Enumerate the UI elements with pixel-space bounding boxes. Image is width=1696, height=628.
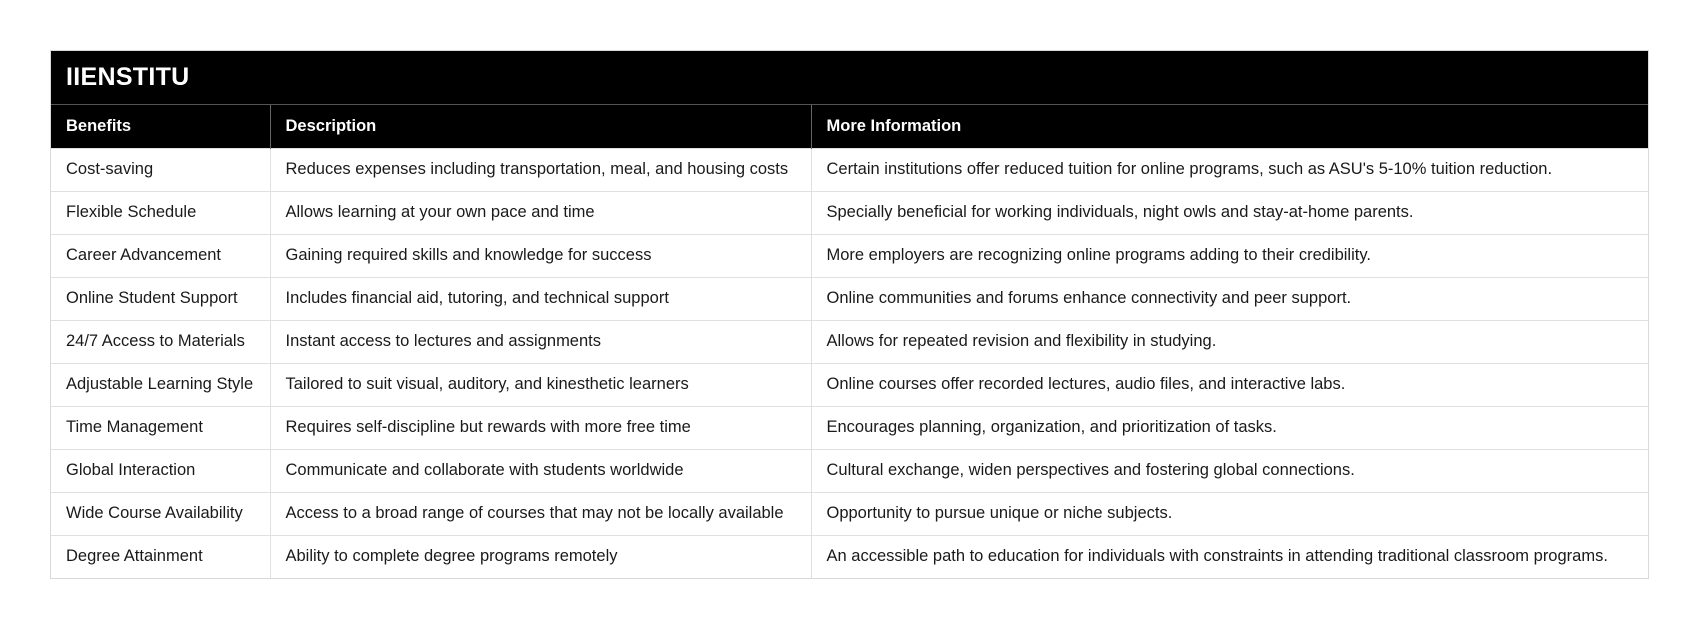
description-cell: Ability to complete degree programs remotely: [270, 535, 811, 578]
benefit-cell: 24/7 Access to Materials: [51, 320, 270, 363]
header-row: [51, 105, 1648, 148]
benefits-table: [51, 105, 1648, 578]
benefit-cell: Degree Attainment: [51, 535, 270, 578]
description-cell: Requires self-discipline but rewards with more free time: [270, 406, 811, 449]
column-header-benefits: Benefits: [51, 105, 270, 148]
table-row: [51, 277, 1648, 320]
description-cell: Allows learning at your own pace and time: [270, 191, 811, 234]
brand-title: IIENSTITU: [51, 51, 1648, 105]
benefit-cell: Global Interaction: [51, 449, 270, 492]
benefit-cell: Adjustable Learning Style: [51, 363, 270, 406]
table-row: [51, 148, 1648, 191]
table-row: [51, 191, 1648, 234]
column-header-description: Description: [270, 105, 811, 148]
table-row: [51, 492, 1648, 535]
info-cell: Cultural exchange, widen perspectives and fostering global connections.: [811, 449, 1648, 492]
table-row: [51, 406, 1648, 449]
table-row: [51, 535, 1648, 578]
info-cell: Online courses offer recorded lectures, audio files, and interactive labs.: [811, 363, 1648, 406]
description-cell: Gaining required skills and knowledge for success: [270, 234, 811, 277]
description-cell: Reduces expenses including transportation, meal, and housing costs: [270, 148, 811, 191]
info-cell: Encourages planning, organization, and prioritization of tasks.: [811, 406, 1648, 449]
info-cell: Opportunity to pursue unique or niche subjects.: [811, 492, 1648, 535]
benefit-cell: Cost-saving: [51, 148, 270, 191]
benefit-cell: Flexible Schedule: [51, 191, 270, 234]
column-header-more-information: More Information: [811, 105, 1648, 148]
description-cell: Instant access to lectures and assignments: [270, 320, 811, 363]
info-cell: More employers are recognizing online programs adding to their credibility.: [811, 234, 1648, 277]
info-cell: Online communities and forums enhance connectivity and peer support.: [811, 277, 1648, 320]
description-cell: Access to a broad range of courses that may not be locally available: [270, 492, 811, 535]
info-cell: Allows for repeated revision and flexibility in studying.: [811, 320, 1648, 363]
info-cell: An accessible path to education for individuals with constraints in attending traditional classroom programs.: [811, 535, 1648, 578]
table-row: [51, 320, 1648, 363]
info-cell: Specially beneficial for working individuals, night owls and stay-at-home parents.: [811, 191, 1648, 234]
description-cell: Tailored to suit visual, auditory, and kinesthetic learners: [270, 363, 811, 406]
benefit-cell: Time Management: [51, 406, 270, 449]
benefits-table-container: [50, 50, 1649, 579]
info-cell: Certain institutions offer reduced tuition for online programs, such as ASU's 5-10% tuition reduction.: [811, 148, 1648, 191]
table-row: [51, 363, 1648, 406]
benefit-cell: Career Advancement: [51, 234, 270, 277]
table-header: [51, 105, 1648, 148]
description-cell: Includes financial aid, tutoring, and technical support: [270, 277, 811, 320]
table-row: [51, 234, 1648, 277]
table-body: [51, 148, 1648, 578]
benefit-cell: Online Student Support: [51, 277, 270, 320]
benefit-cell: Wide Course Availability: [51, 492, 270, 535]
description-cell: Communicate and collaborate with students worldwide: [270, 449, 811, 492]
table-row: [51, 449, 1648, 492]
